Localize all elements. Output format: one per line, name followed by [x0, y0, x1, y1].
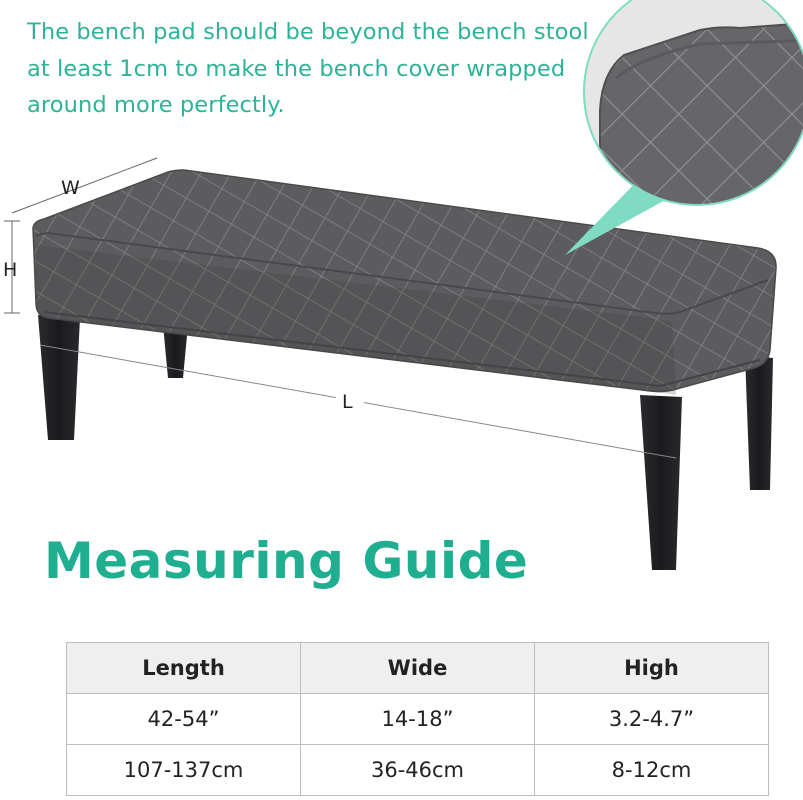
- fabric-zoom-callout: [565, 0, 803, 255]
- header-wide: Wide: [301, 643, 535, 694]
- size-table: [66, 642, 769, 796]
- length-cm: 107-137cm: [67, 745, 301, 796]
- note-line-2: at least 1cm to make the bench cover wrapped: [27, 55, 566, 82]
- leg-front-right: [640, 395, 682, 570]
- bench-cover: [33, 170, 776, 395]
- table-header-row: [67, 643, 769, 694]
- header-length: Length: [67, 643, 301, 694]
- length-label: L: [342, 391, 353, 413]
- high-inches: 3.2-4.7”: [535, 694, 769, 745]
- height-label: H: [3, 259, 18, 281]
- length-inches: 42-54”: [67, 694, 301, 745]
- table-row: [67, 694, 769, 745]
- leg-front-left: [38, 315, 80, 440]
- measuring-guide-title: Measuring Guide: [44, 532, 529, 590]
- height-dimension: [3, 221, 20, 313]
- high-cm: 8-12cm: [535, 745, 769, 796]
- header-high: High: [535, 643, 769, 694]
- note-line-3: around more perfectly.: [27, 92, 285, 118]
- note-line-1: The bench pad should be beyond the bench stool: [27, 19, 589, 45]
- wide-inches: 14-18”: [301, 694, 535, 745]
- leg-back-right: [745, 355, 773, 490]
- wide-cm: 36-46cm: [301, 745, 535, 796]
- table-row: [67, 745, 769, 796]
- width-label: W: [61, 177, 80, 199]
